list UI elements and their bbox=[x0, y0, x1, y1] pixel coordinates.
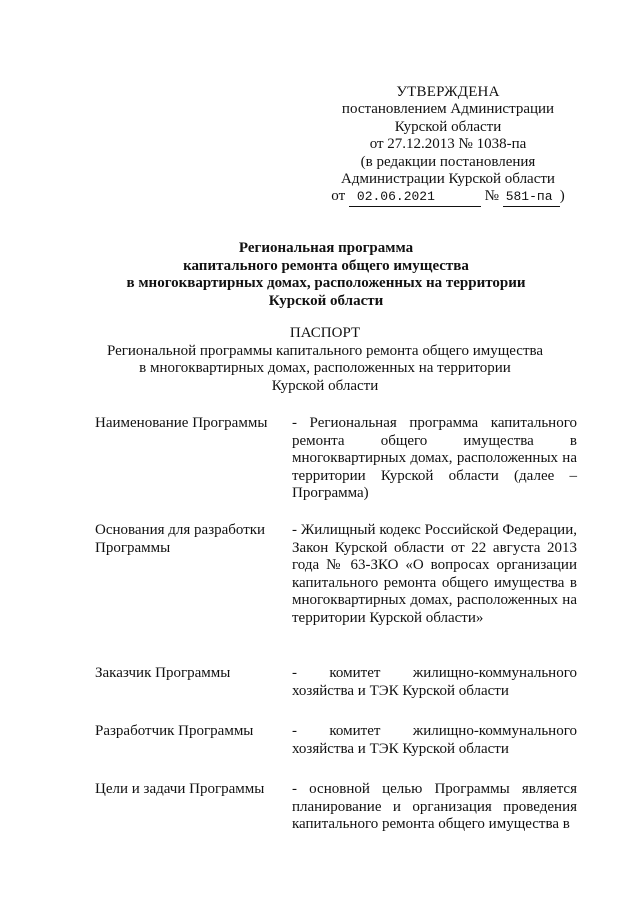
passport-line-1: Региональной программы капитального ремонта общего имущества bbox=[106, 342, 544, 359]
row-label: Наименование Программы bbox=[95, 415, 268, 431]
row-label: Разработчик Программы bbox=[95, 723, 254, 739]
row-label: Основания для разработки Программы bbox=[95, 522, 266, 556]
title-line-2: капитального ремонта общего имущества bbox=[183, 257, 469, 274]
amendment-number-label: № bbox=[484, 188, 499, 205]
passport-heading: ПАСПОРТ bbox=[289, 325, 361, 341]
title-line-3: в многоквартирных домах, расположенных на территории bbox=[126, 275, 526, 291]
passport-line-3: Курской области bbox=[271, 377, 379, 394]
approval-line-5: Администрации Курской области bbox=[341, 171, 555, 188]
amendment-date: 02.06.2021 bbox=[349, 188, 481, 206]
row-value: - комитет жилищно-коммунального хозяйства и ТЭК Курской области bbox=[292, 665, 577, 699]
title-line-4: Курской области bbox=[268, 292, 384, 309]
amendment-line bbox=[318, 188, 578, 206]
approval-line-3: от 27.12.2013 № 1038-па bbox=[369, 136, 527, 153]
row-value: - комитет жилищно-коммунального хозяйства и ТЭК Курской области bbox=[292, 723, 577, 757]
amendment-number: 581-па bbox=[503, 188, 560, 206]
passport-line-2: в многоквартирных домах, расположенных на территории bbox=[139, 360, 511, 376]
row-value: - Жилищный кодекс Российской Федерации, Закон Курской области от 22 августа 2013 года № 63-ЗКО «О вопросах организации капитального ремонта общего имущества в многоквартирных домах, расположенных на территории Курской области» bbox=[292, 522, 577, 626]
approval-line-4: (в редакции постановления bbox=[360, 153, 536, 170]
approval-stamp bbox=[318, 84, 578, 207]
row-value: - Региональная программа капитального ремонта общего имущества в многоквартирных домах, расположенных на территории Курской области (далее – Программа) bbox=[292, 415, 577, 502]
amendment-from-label: от bbox=[331, 188, 346, 205]
row-label: Заказчик Программы bbox=[95, 665, 231, 681]
title-line-1: Региональная программа bbox=[238, 240, 414, 256]
program-title bbox=[96, 240, 556, 310]
row-label: Цели и задачи Программы bbox=[95, 781, 265, 797]
approval-line-1: постановлением Администрации bbox=[341, 101, 555, 118]
passport-heading-block bbox=[80, 325, 570, 395]
amendment-closing: ) bbox=[559, 188, 565, 205]
approval-line-2: Курской области bbox=[394, 118, 502, 135]
row-value: - основной целью Программы является планирование и организация проведения капитального ремонта общего имущества в bbox=[292, 781, 577, 833]
approval-heading: УТВЕРЖДЕНА bbox=[396, 84, 500, 100]
